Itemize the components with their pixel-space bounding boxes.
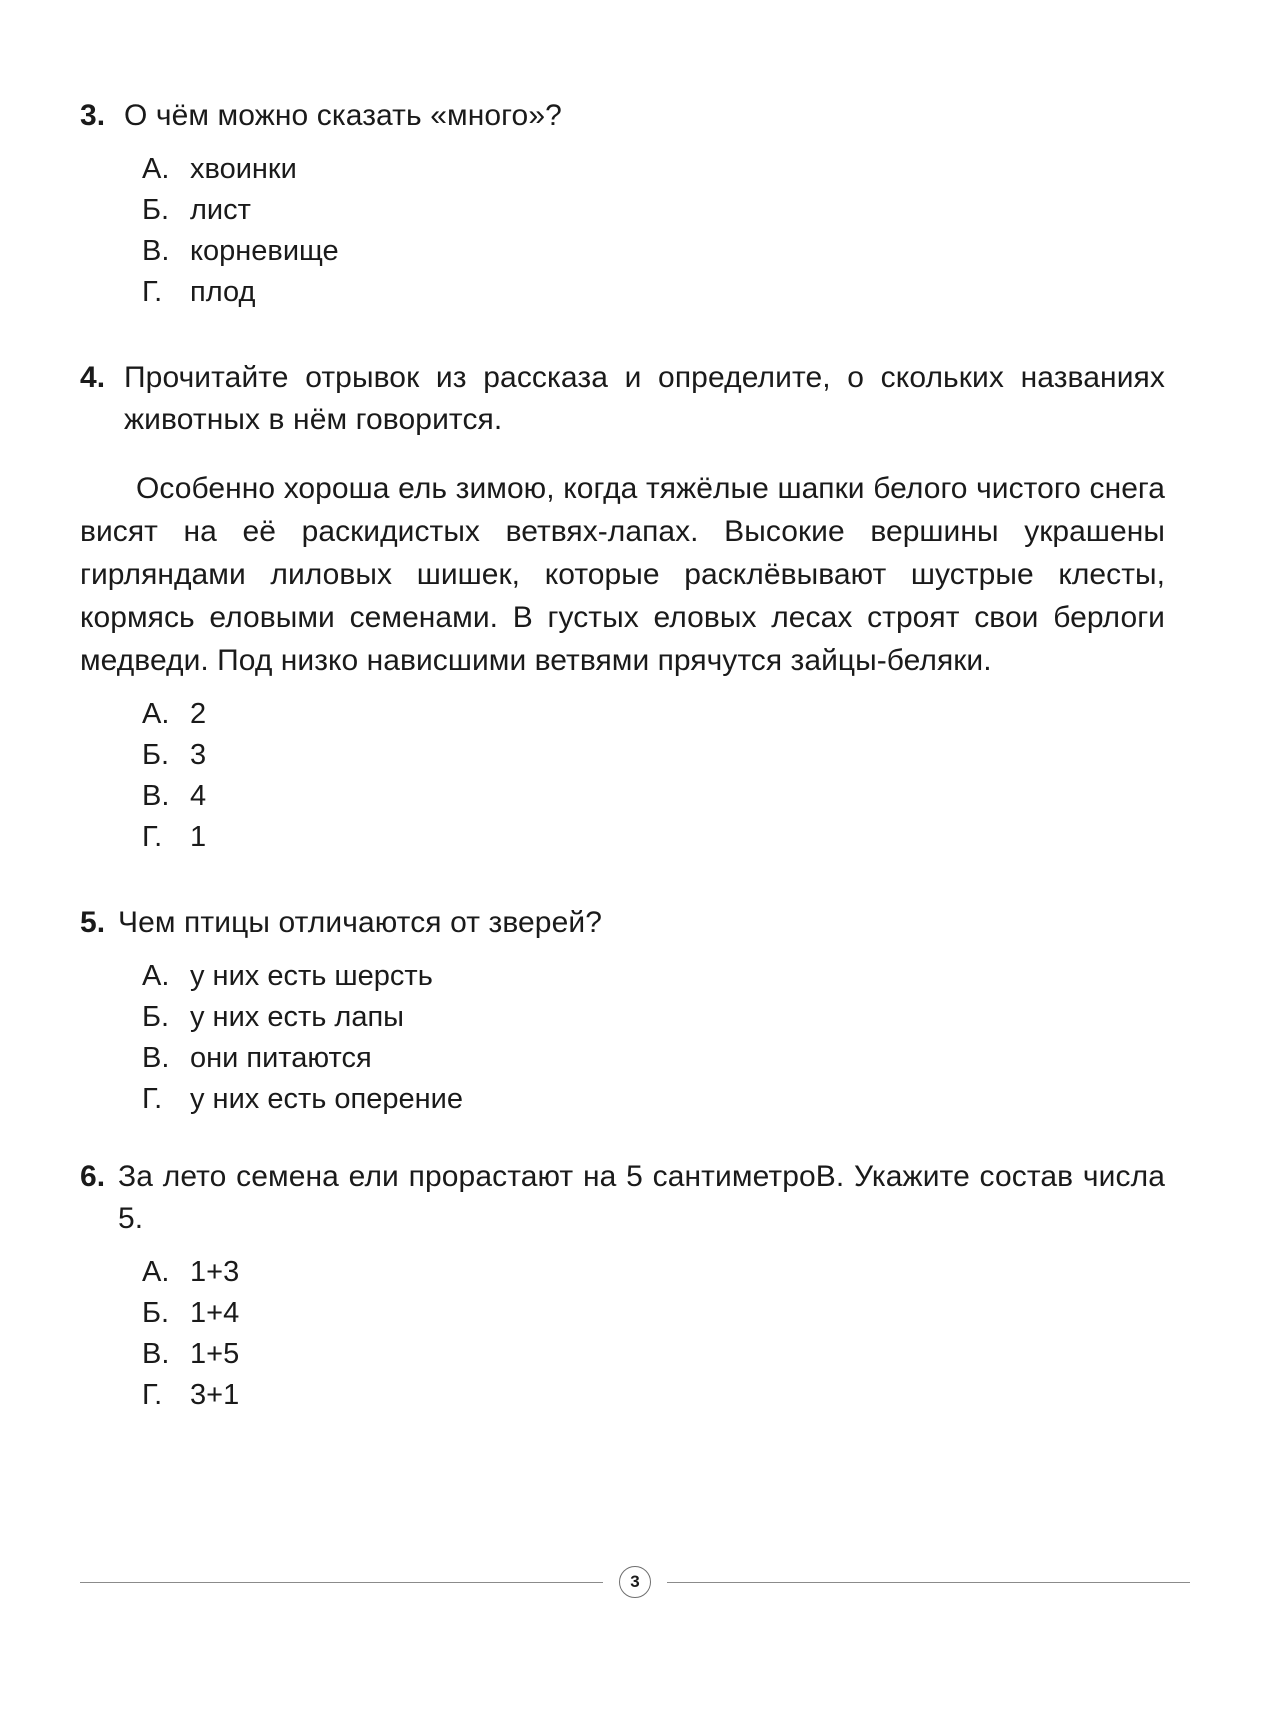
option-item[interactable]: [142, 190, 1165, 231]
option-item[interactable]: [142, 1334, 1165, 1375]
option-item[interactable]: [142, 997, 1165, 1038]
option-letter: Г.: [142, 1083, 163, 1115]
footer-rule-right: [667, 1582, 1190, 1583]
option-text: 1+4: [190, 1297, 240, 1329]
question-heading-5: [80, 902, 1165, 944]
option-text: они питаются: [190, 1042, 372, 1074]
question-block-6: [80, 1156, 1165, 1416]
section-spacer: [80, 313, 1165, 357]
option-text: 1+5: [190, 1338, 240, 1370]
page-number-badge: 3: [619, 1566, 651, 1598]
question-text-5: Чем птицы отличаются от зверей?: [118, 906, 603, 939]
option-letter: В.: [142, 1338, 170, 1370]
option-letter: В.: [142, 235, 170, 267]
option-text: 1: [190, 821, 207, 853]
question-block-4: [80, 357, 1165, 858]
option-text: у них есть шерсть: [190, 960, 433, 992]
option-letter: Б.: [142, 739, 170, 771]
option-list-5: [80, 956, 1165, 1120]
option-letter: Б.: [142, 1297, 170, 1329]
question-heading-3: [80, 95, 1165, 137]
option-letter: А.: [142, 1256, 170, 1288]
question-text-4: Прочитайте отрывок из рассказа и определите, о скольких названиях животных в нём говорится.: [124, 361, 1165, 436]
option-letter: А.: [142, 960, 170, 992]
passage-text: Особенно хороша ель зимою, когда тяжёлые шапки белого чистого снега висят на её раскидистых ветвях-лапах. Высокие вершины украшены гирляндами лиловых шишек, которые расклёвывают шустрые клесты, кормясь еловыми семенами. В густых еловых лесах строят свои берлоги медведи. Под низко нависшими ветвями прячутся зайцы-беляки.: [80, 472, 1165, 677]
option-list-3: [80, 149, 1165, 313]
option-text: 4: [190, 780, 207, 812]
option-text: плод: [190, 276, 256, 308]
question-number-6: 6.: [80, 1160, 106, 1193]
option-letter: Г.: [142, 1379, 163, 1411]
option-item[interactable]: [142, 149, 1165, 190]
option-text: 2: [190, 698, 207, 730]
option-item[interactable]: [142, 694, 1165, 735]
option-item[interactable]: [142, 1252, 1165, 1293]
option-text: корневище: [190, 235, 339, 267]
question-block-5: [80, 902, 1165, 1120]
option-letter: Б.: [142, 194, 170, 226]
option-letter: Г.: [142, 821, 163, 853]
question-text-3: О чём можно сказать «много»?: [124, 99, 562, 132]
option-item[interactable]: [142, 272, 1165, 313]
footer-rule-left: [80, 1582, 603, 1583]
question-heading-6: [80, 1156, 1165, 1240]
option-text: хвоинки: [190, 153, 297, 185]
section-spacer: [80, 1120, 1165, 1156]
option-item[interactable]: [142, 776, 1165, 817]
option-item[interactable]: [142, 956, 1165, 997]
option-text: лист: [190, 194, 251, 226]
option-text: у них есть оперение: [190, 1083, 463, 1115]
option-item[interactable]: [142, 1079, 1165, 1120]
reading-passage-4: [80, 467, 1165, 682]
question-heading-4: [80, 357, 1165, 441]
option-letter: А.: [142, 153, 170, 185]
option-text: 1+3: [190, 1256, 240, 1288]
option-letter: Б.: [142, 1001, 170, 1033]
option-item[interactable]: [142, 1038, 1165, 1079]
page-footer: [80, 1566, 1190, 1598]
option-item[interactable]: [142, 231, 1165, 272]
option-item[interactable]: [142, 817, 1165, 858]
question-block-3: [80, 95, 1165, 313]
question-number-5: 5.: [80, 906, 106, 939]
option-text: 3: [190, 739, 207, 771]
option-item[interactable]: [142, 1293, 1165, 1334]
option-list-6: [80, 1252, 1165, 1416]
question-text-6: За лето семена ели прорастают на 5 сантиметроВ. Укажите состав числа 5.: [118, 1160, 1165, 1235]
option-letter: В.: [142, 780, 170, 812]
option-item[interactable]: [142, 1375, 1165, 1416]
section-spacer: [80, 858, 1165, 902]
question-number-3: 3.: [80, 99, 106, 132]
question-number-4: 4.: [80, 361, 106, 394]
option-letter: В.: [142, 1042, 170, 1074]
option-text: у них есть лапы: [190, 1001, 405, 1033]
option-list-4: [80, 694, 1165, 858]
option-item[interactable]: [142, 735, 1165, 776]
option-letter: Г.: [142, 276, 163, 308]
option-text: 3+1: [190, 1379, 240, 1411]
option-letter: А.: [142, 698, 170, 730]
